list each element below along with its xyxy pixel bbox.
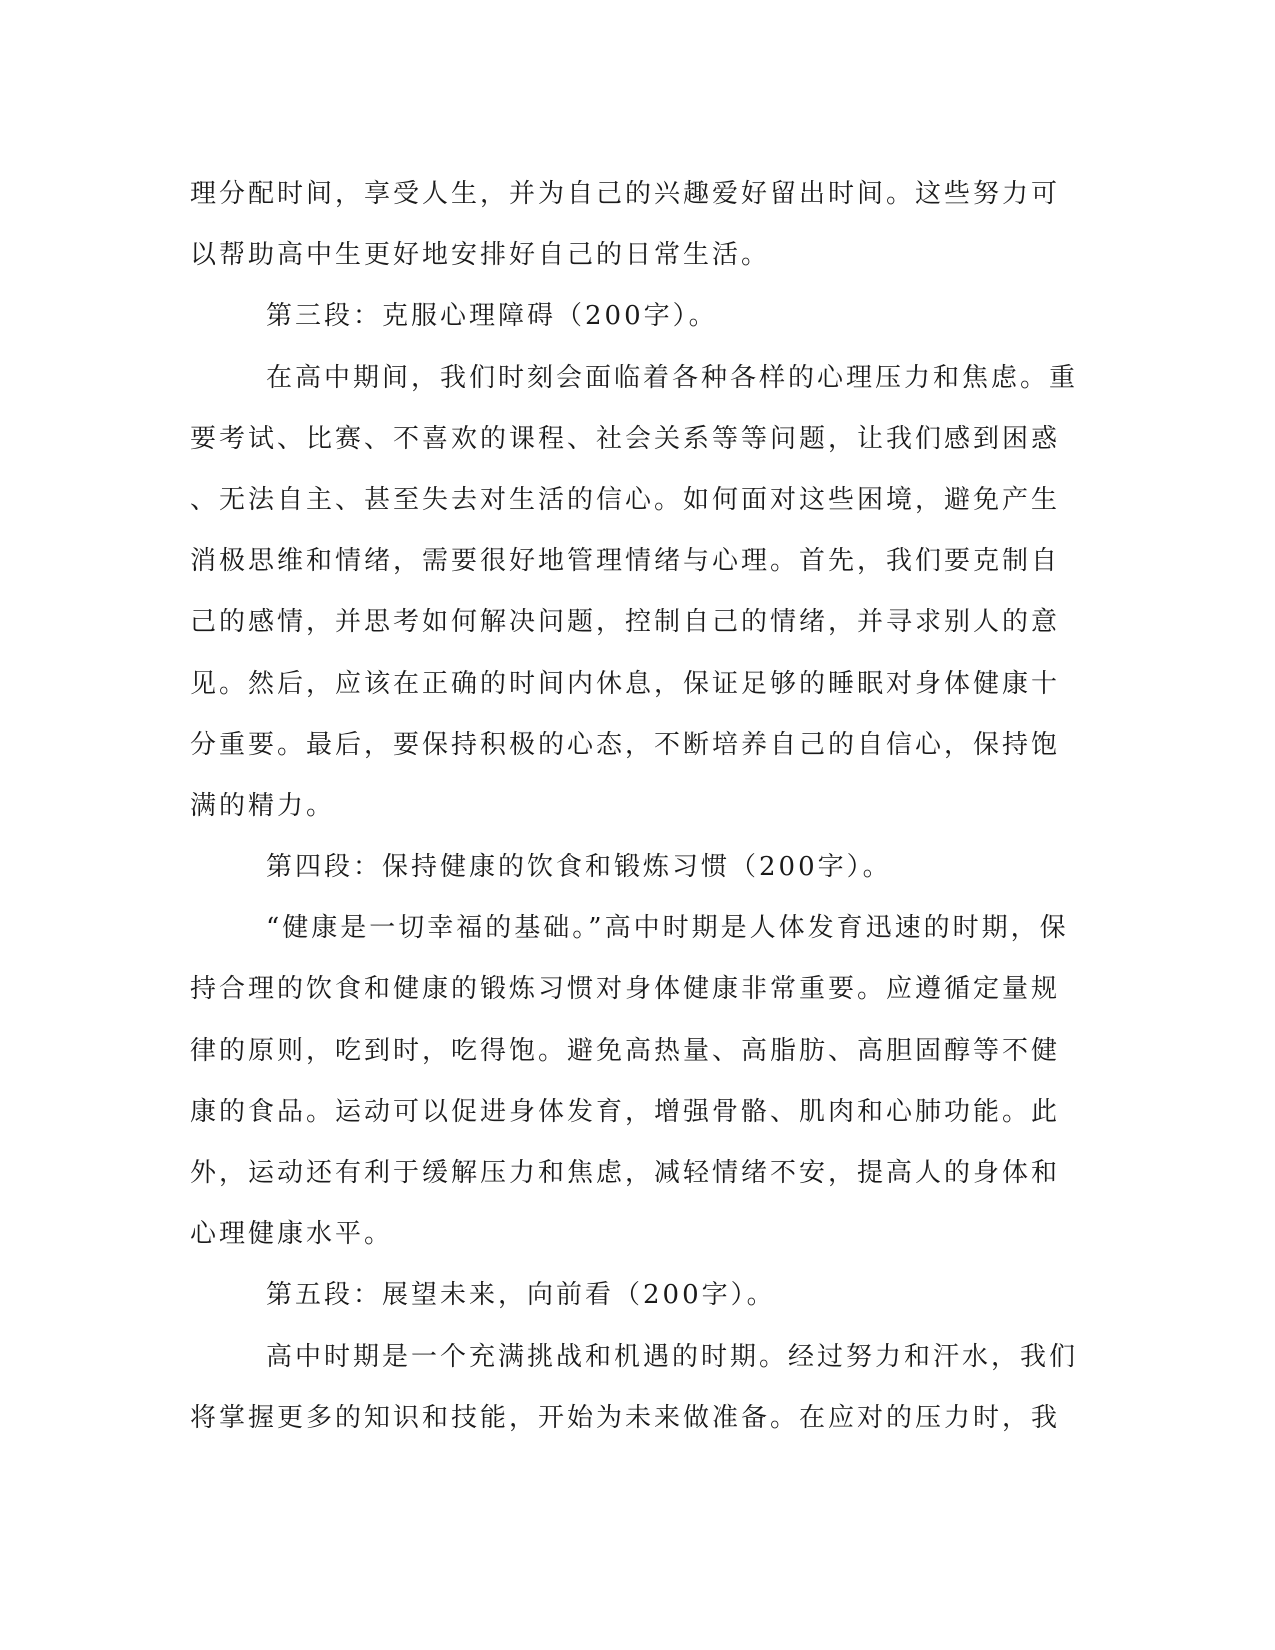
- section-heading-3: 第三段：克服心理障碍（200字）。: [266, 301, 718, 332]
- text-line: 在高中期间，我们时刻会面临着各种各样的心理压力和焦虑。重: [266, 362, 1079, 393]
- text-line: 分重要。最后，要保持积极的心态，不断培养自己的自信心，保持饱: [190, 729, 1061, 760]
- text-line: 理分配时间，享受人生，并为自己的兴趣爱好留出时间。这些努力可: [190, 179, 1061, 209]
- text-line: “健康是一切幸福的基础。”高中时期是人体发育迅速的时期，保: [266, 913, 1069, 944]
- body-text: [190, 164, 1090, 1449]
- text-line: 康的食品。运动可以促进身体发育，增强骨骼、肌肉和心肺功能。此: [190, 1096, 1061, 1127]
- text-line: 己的感情，并思考如何解决问题，控制自己的情绪，并寻求别人的意: [190, 607, 1061, 638]
- text-line: 持合理的饮食和健康的锻炼习惯对身体健康非常重要。应遵循定量规: [190, 974, 1061, 1005]
- section-heading-4: 第四段：保持健康的饮食和锻炼习惯（200字）。: [266, 852, 892, 883]
- text-line: 外，运动还有利于缓解压力和焦虑，减轻情绪不安，提高人的身体和: [190, 1158, 1061, 1188]
- text-line: 消极思维和情绪，需要很好地管理情绪与心理。首先，我们要克制自: [190, 546, 1061, 577]
- text-line: 高中时期是一个充满挑战和机遇的时期。经过努力和汗水，我们: [266, 1341, 1079, 1372]
- text-line: 满的精力。: [190, 790, 336, 821]
- text-line: 以帮助高中生更好地安排好自己的日常生活。: [190, 240, 771, 271]
- text-line: 要考试、比赛、不喜欢的课程、社会关系等等问题，让我们感到困惑: [190, 423, 1061, 454]
- text-line: 将掌握更多的知识和技能，开始为未来做准备。在应对的压力时，我: [190, 1402, 1061, 1433]
- section-heading-5: 第五段：展望未来，向前看（200字）。: [266, 1280, 776, 1311]
- text-line: 见。然后，应该在正确的时间内休息，保证足够的睡眠对身体健康十: [190, 668, 1061, 699]
- text-line: 律的原则，吃到时，吃得饱。避免高热量、高脂肪、高胆固醇等不健: [190, 1035, 1061, 1066]
- text-line: 、无法自主、甚至失去对生活的信心。如何面对这些困境，避免产生: [190, 484, 1061, 515]
- text-line: 心理健康水平。: [190, 1219, 394, 1250]
